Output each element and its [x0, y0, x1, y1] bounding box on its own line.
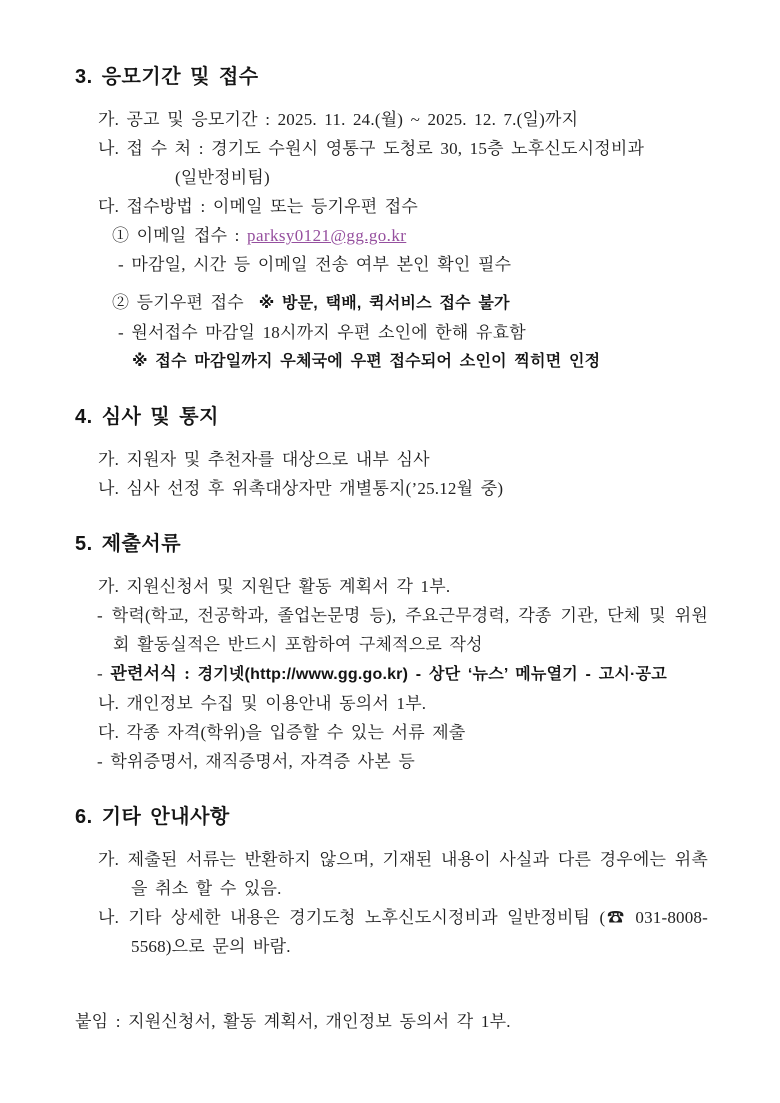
item-method [75, 192, 708, 221]
item-review [75, 445, 708, 474]
section-documents [75, 531, 708, 776]
item-email [75, 221, 708, 250]
item-mail [75, 288, 708, 318]
item-mark: ※ [258, 295, 275, 312]
item-period [75, 105, 708, 134]
item-email-note [75, 250, 708, 279]
item-text: 지원신청서 및 지원단 활동 계획서 각 1부. [126, 577, 451, 596]
item-text: 접 수 처 : 경기도 수원시 영통구 도청로 30, 15층 노후신도시정비과 [126, 139, 645, 158]
item-text: 개인정보 수집 및 이용안내 동의서 1부. [126, 694, 427, 713]
item-label: 다. [98, 197, 120, 216]
item-cert [75, 718, 708, 747]
item-text: 접수 마감일까지 우체국에 우편 접수되어 소인이 찍히면 인정 [155, 353, 601, 370]
item-text: 학력(학교, 전공학과, 졸업논문명 등), 주요근무경력, 각종 기관, 단체 및 위원회 활동실적은 반드시 포함하여 구체적으로 작성 [111, 606, 709, 654]
item-text: 공고 및 응모기간 : 2025. 11. 24.(월) ~ 2025. 12. 7.(일)까지 [126, 110, 579, 129]
spacer [75, 279, 708, 288]
item-bold-text: 경기넷(http://www.gg.go.kr) - 상단 ‘뉴스’ 메뉴열기 - 고시·공고 [197, 666, 667, 683]
item-text: 각종 자격(학위)을 입증할 수 있는 서류 제출 [126, 723, 466, 742]
item-prefix: 관련서식 : [110, 664, 191, 683]
section-other-info [75, 804, 708, 961]
item-docs [75, 572, 708, 601]
item-label: - [97, 752, 103, 771]
item-text: 접수방법 : 이메일 또는 등기우편 접수 [126, 197, 419, 216]
item-privacy [75, 689, 708, 718]
item-text: 심사 선정 후 위촉대상자만 개별통지(’25.12월 중) [126, 479, 504, 498]
item-label: - [97, 606, 103, 625]
item-text: 마감일, 시간 등 이메일 전송 여부 본인 확인 필수 [131, 255, 512, 274]
section-5-heading: 5. 제출서류 [75, 533, 182, 555]
item-bold-text: 방문, 택배, 퀵서비스 접수 불가 [281, 295, 510, 312]
item-label: - [97, 664, 103, 683]
item-label: - [118, 255, 124, 274]
attachment-text: 지원신청서, 활동 계획서, 개인정보 동의서 각 1부. [128, 1012, 511, 1031]
item-docs-detail [75, 601, 708, 659]
email-link[interactable]: parksy0121@gg.go.kr [247, 226, 407, 245]
item-label: 가. [98, 850, 120, 869]
item-label: 가. [98, 450, 120, 469]
item-label: 나. [98, 908, 120, 927]
item-text: 이메일 접수 : [136, 226, 240, 245]
item-text: (일반정비팀) [175, 168, 270, 187]
item-notify [75, 474, 708, 503]
item-text: 등기우편 접수 [136, 293, 244, 312]
item-label: 나. [98, 139, 120, 158]
item-contact [75, 903, 708, 961]
item-text: 제출된 서류는 반환하지 않으며, 기재된 내용이 사실과 다른 경우에는 위촉을 취소 할 수 있음. [127, 850, 708, 898]
section-4-heading: 4. 심사 및 통지 [75, 406, 219, 428]
item-return-policy [75, 845, 708, 903]
item-text: 학위증명서, 재직증명서, 자격증 사본 등 [110, 752, 415, 771]
item-label: 가. [98, 577, 120, 596]
item-mail-note [75, 318, 708, 347]
item-mark: ※ [132, 353, 148, 370]
section-application [75, 64, 708, 376]
item-label: 나. [98, 694, 120, 713]
item-label: 다. [98, 723, 120, 742]
item-label: 나. [98, 479, 120, 498]
item-label: ① [112, 226, 130, 245]
attachment-label: 붙임 : [75, 1012, 121, 1031]
section-3-heading: 3. 응모기간 및 접수 [75, 66, 259, 88]
item-address-cont [75, 163, 708, 192]
item-form-location [75, 659, 708, 689]
item-label: 가. [98, 110, 120, 129]
item-label: ② [112, 293, 130, 312]
item-mail-warning [75, 347, 708, 376]
item-cert-detail [75, 747, 708, 776]
item-label: - [118, 323, 124, 342]
section-6-heading: 6. 기타 안내사항 [75, 806, 230, 828]
item-address [75, 134, 708, 163]
attachment-line [75, 1007, 708, 1036]
item-text: 원서접수 마감일 18시까지 우편 소인에 한해 유효함 [131, 323, 526, 342]
item-text: 지원자 및 추천자를 대상으로 내부 심사 [126, 450, 430, 469]
item-text: 기타 상세한 내용은 경기도청 노후신도시정비과 일반정비팀 (☎ 031-8008-5568)으로 문의 바람. [128, 908, 708, 956]
section-review [75, 404, 708, 503]
